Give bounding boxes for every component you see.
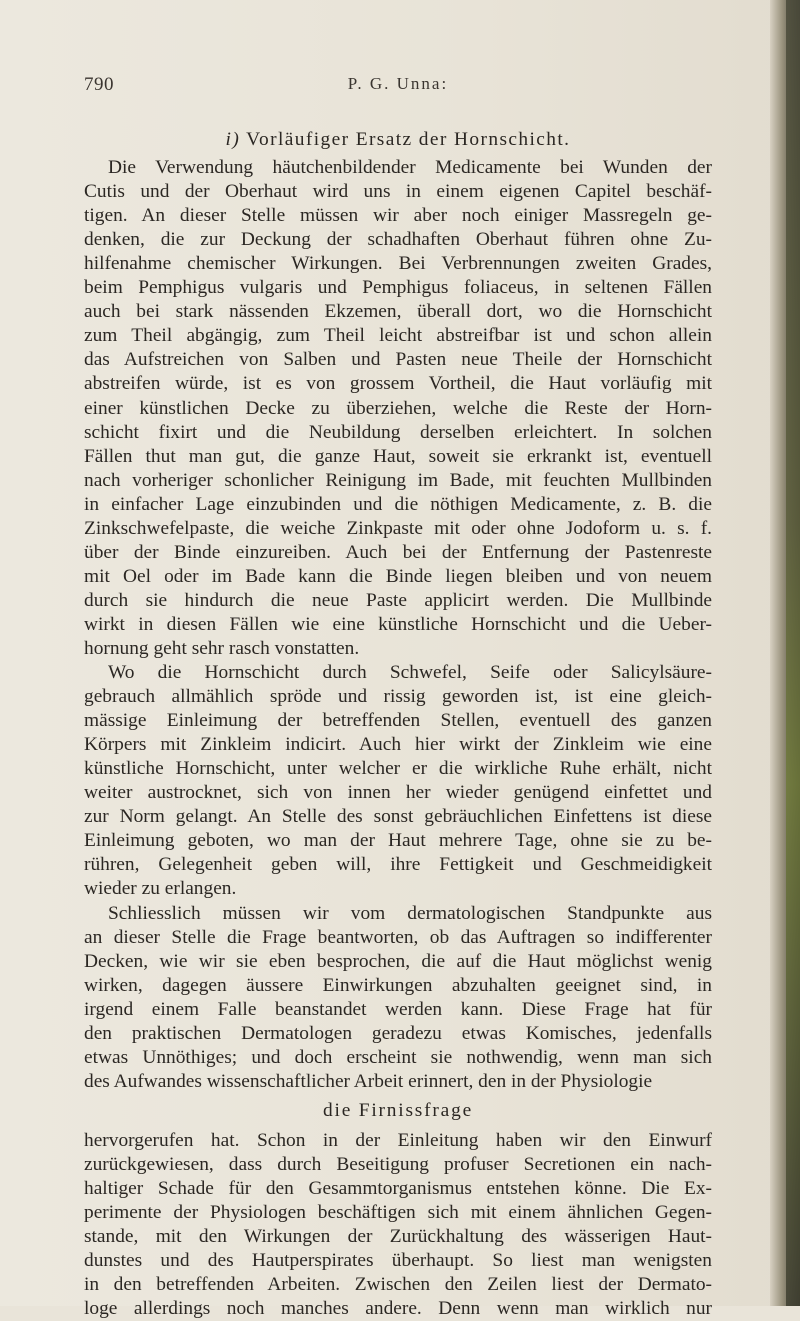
paragraph [84, 156, 712, 661]
paragraph [84, 661, 712, 901]
section-letter: i) [225, 129, 241, 150]
text-line: mit Oel oder im Bade kann die Binde liegen bleiben und von neuem [84, 565, 712, 587]
body-text [84, 128, 712, 1321]
text-line: Einleimung geboten, wo man der Haut mehrere Tage, ohne sie zu be- [84, 830, 712, 852]
centered-phrase: die Firnissfrage [323, 1099, 473, 1121]
text-line: weiter austrocknet, sich von innen her wieder genügend einfettet und [84, 782, 712, 804]
page-number: 790 [84, 74, 114, 95]
paragraph [84, 1129, 712, 1321]
text-line: schicht fixirt und die Neubildung derselben erleichtert. In solchen [84, 421, 712, 443]
paragraph [84, 902, 712, 1094]
text-line: wirkt in diesen Fällen wie eine künstliche Hornschicht und die Ueber- [84, 613, 712, 635]
text-line: hervorgerufen hat. Schon in der Einleitung haben wir den Einwurf [84, 1129, 712, 1151]
text-line: abstreifen würde, ist es von grossem Vortheil, die Haut vorläufig mit [84, 373, 712, 395]
text-line: des Aufwandes wissenschaftlicher Arbeit erinnert, den in der Physiologie [84, 1070, 653, 1092]
text-line: Schliesslich müssen wir vom dermatologischen Standpunkte aus [108, 902, 712, 924]
text-line: an dieser Stelle die Frage beantworten, ob das Auftragen so indifferenter [84, 926, 712, 948]
text-line: beim Pemphigus vulgaris und Pemphigus foliaceus, in seltenen Fällen [84, 277, 712, 299]
text-line: Decken, wie wir sie eben besprochen, die auf die Haut möglichst wenig [84, 950, 712, 972]
text-line: Zinkschwefelpaste, die weiche Zinkpaste mit oder ohne Jodoform u. s. f. [84, 517, 712, 539]
text-line: tigen. An dieser Stelle müssen wir aber noch einiger Massregeln ge- [84, 205, 712, 227]
text-line: hornung geht sehr rasch vonstatten. [84, 637, 360, 659]
text-line: Die Verwendung häutchenbildender Medicamente bei Wunden der [108, 157, 712, 179]
text-line: irgend einem Falle beanstandet werden kann. Diese Frage hat für [84, 998, 712, 1020]
paragraphs [84, 156, 712, 1094]
text-line: wieder zu erlangen. [84, 878, 237, 900]
page-header [84, 74, 712, 98]
text-line: durch sie hindurch die neue Paste applicirt werden. Die Mullbinde [84, 589, 712, 611]
section-heading [84, 128, 712, 152]
text-line: künstliche Hornschicht, unter welcher er die wirkliche Ruhe erhält, nicht [84, 758, 712, 780]
text-line: perimente der Physiologen beschäftigen sich mit einem ähnlichen Gegen- [84, 1202, 712, 1224]
text-line: haltiger Schade für den Gesammtorganismus entstehen könne. Die Ex- [84, 1178, 712, 1200]
text-line: Cutis und der Oberhaut wird uns in einem eigenen Capitel beschäf- [84, 181, 712, 203]
text-line: gebrauch allmählich spröde und rissig geworden ist, ist eine gleich- [84, 686, 712, 708]
text-line: zum Theil abgängig, zum Theil leicht abstreifbar ist und schon allein [84, 325, 712, 347]
text-line: wirken, dagegen äussere Einwirkungen abzuhalten geeignet sind, in [84, 974, 712, 996]
text-line: etwas Unnöthiges; und doch erscheint sie nothwendig, wenn man sich [84, 1046, 712, 1068]
text-line: auch bei stark nässenden Ekzemen, überall dort, wo die Hornschicht [84, 301, 712, 323]
text-line: in den betreffenden Arbeiten. Zwischen den Zeilen liest der Dermato- [84, 1274, 712, 1296]
running-head: P. G. Unna: [347, 74, 449, 93]
text-line: dunstes und des Hautperspirates überhaupt. So liest man wenigsten [84, 1250, 712, 1272]
text-line: zur Norm gelangt. An Stelle des sonst gebräuchlichen Einfettens ist diese [84, 806, 712, 828]
text-line: das Aufstreichen von Salben und Pasten neue Theile der Hornschicht [84, 349, 712, 371]
text-line: stande, mit den Wirkungen der Zurückhaltung des wässerigen Haut- [84, 1226, 712, 1248]
text-line: denken, die zur Deckung der schadhaften Oberhaut führen ohne Zu- [84, 229, 712, 251]
text-line: hilfenahme chemischer Wirkungen. Bei Verbrennungen zweiten Grades, [84, 253, 712, 275]
text-line: den praktischen Dermatologen geradezu etwas Komisches, jedenfalls [84, 1022, 712, 1044]
text-line: einer künstlichen Decke zu überziehen, welche die Reste der Horn- [84, 397, 712, 419]
closing-paragraph [84, 1129, 712, 1321]
text-line: Körpers mit Zinkleim indicirt. Auch hier wirkt der Zinkleim wie eine [84, 734, 712, 756]
text-line: rühren, Gelegenheit geben will, ihre Fettigkeit und Geschmeidigkeit [84, 854, 712, 876]
binding-edge [786, 0, 800, 1306]
text-line: mässige Einleimung der betreffenden Stellen, eventuell des ganzen [84, 710, 712, 732]
text-line: loge allerdings noch manches andere. Denn wenn man wirklich nur [84, 1298, 712, 1320]
text-line: über der Binde einzureiben. Auch bei der Entfernung der Pastenreste [84, 541, 712, 563]
text-line: in einfacher Lage einzubinden und die nöthigen Medicamente, z. B. die [84, 493, 712, 515]
text-line: Wo die Hornschicht durch Schwefel, Seife oder Salicylsäure- [108, 662, 712, 684]
section-title: Vorläufiger Ersatz der Hornschicht. [246, 129, 571, 150]
text-line: nach vorheriger schonlicher Reinigung im Bade, mit feuchten Mullbinden [84, 469, 712, 491]
text-line: zurückgewiesen, dass durch Beseitigung profuser Secretionen ein nach- [84, 1153, 712, 1175]
text-line: Fällen thut man gut, die ganze Haut, soweit sie erkrankt ist, eventuell [84, 445, 712, 467]
